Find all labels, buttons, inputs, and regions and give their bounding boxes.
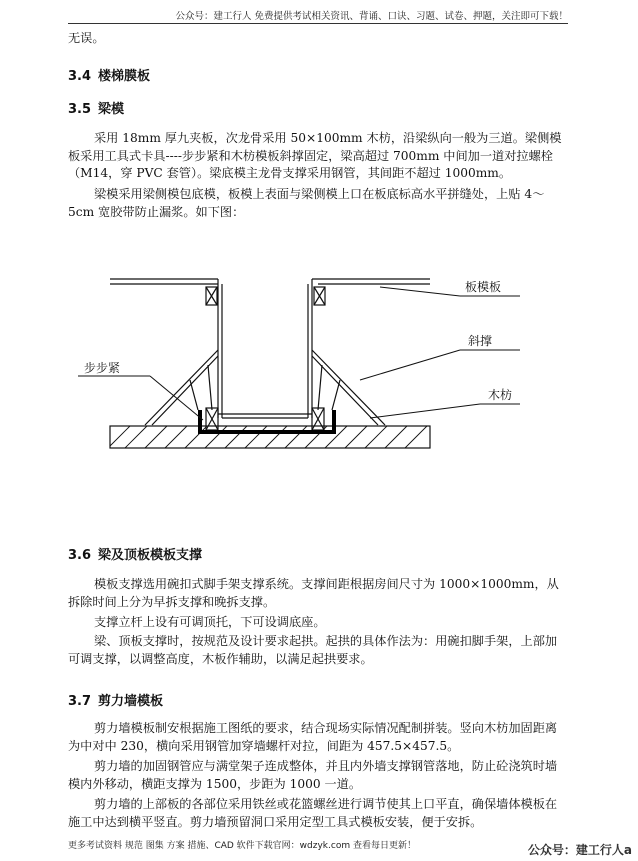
label-timber: 木枋 <box>488 388 513 402</box>
page-footer: 更多考试资料 规范 图集 方案 措施、CAD 软件下载官网：wdzyk.com 查看每日更新！ <box>68 841 416 851</box>
section-3-6-para-2: 支撑立杆上设有可调顶托，下可设调底座。 <box>94 615 326 629</box>
section-title: 梁模 <box>98 102 125 117</box>
section-number: 3.7 <box>68 694 92 709</box>
section-title: 梁及顶板模板支撑 <box>98 548 203 563</box>
label-step-clamp: 步步紧 <box>84 361 121 375</box>
section-3-6-para-1: 模板支撑选用碗扣式脚手架支撑系统。支撑间距根据房间尺寸为 1000×1000mm，从拆除时间上分为早拆支撑和晚拆支撑。 <box>68 577 559 609</box>
section-title: 剪力墙模板 <box>98 694 164 709</box>
intro-line: 无误。 <box>68 31 105 45</box>
section-3-7-para-2: 剪力墙的加固钢管应与满堂架子连成整体，并且内外墙支撑钢管落地，防止砼浇筑时墙模内外移动，横距支撑为 1500，步距为 1000 一道。 <box>68 759 558 791</box>
watermark: 公众号：建工行人a <box>527 843 632 857</box>
section-3-5-para-1: 采用 18mm 厚九夹板，次龙骨采用 50×100mm 木枋，沿梁纵向一般为三道。梁侧模板采用工具式卡具----步步紧和木枋模板斜撑固定，梁高超过 700mm 中间加一道对拉螺栓（M14，穿 PVC 套管）。梁底模主龙骨支撑采用钢管，其间距不超过 1000mm。 <box>68 131 562 180</box>
section-3-7-heading <box>68 690 163 709</box>
section-number: 3.4 <box>68 69 92 84</box>
page-header: 公众号：建工行人 免费提供考试相关资讯、背诵、口诀、习题、试卷、押题，关注即可下载！ <box>175 11 568 22</box>
section-3-7-para-3: 剪力墙的上部板的各部位采用铁丝或花篮螺丝进行调节使其上口平直，确保墙体模板在施工中达到横平竖直。剪力墙预留洞口采用定型工具式模板安装，便于安拆。 <box>68 797 558 829</box>
section-3-6-heading <box>68 544 202 563</box>
section-3-5-para-2: 梁模采用梁侧模包底模，板模上表面与梁侧模上口在板底标高水平拼缝处，上贴 4～5cm 宽胶带防止漏浆。如下图： <box>68 187 545 219</box>
label-diagonal-brace: 斜撑 <box>468 334 493 348</box>
section-3-7-para-1: 剪力墙模板制安根据施工图纸的要求，结合现场实际情况配制拼装。竖向木枋加固距离为中对中 230，横向采用钢管加穿墙螺杆对拉，间距为 457.5×457.5。 <box>68 721 558 753</box>
section-title: 楼梯膜板 <box>98 69 151 84</box>
section-number: 3.6 <box>68 548 92 563</box>
section-3-6-para-3: 梁、顶板支撑时，按规范及设计要求起拱。起拱的具体作法为：用碗扣脚手架，上部加可调支撑，以调整高度，木板作辅助，以满足起拱要求。 <box>68 634 558 666</box>
label-slab-formwork: 板模板 <box>465 280 502 294</box>
section-number: 3.5 <box>68 102 92 117</box>
